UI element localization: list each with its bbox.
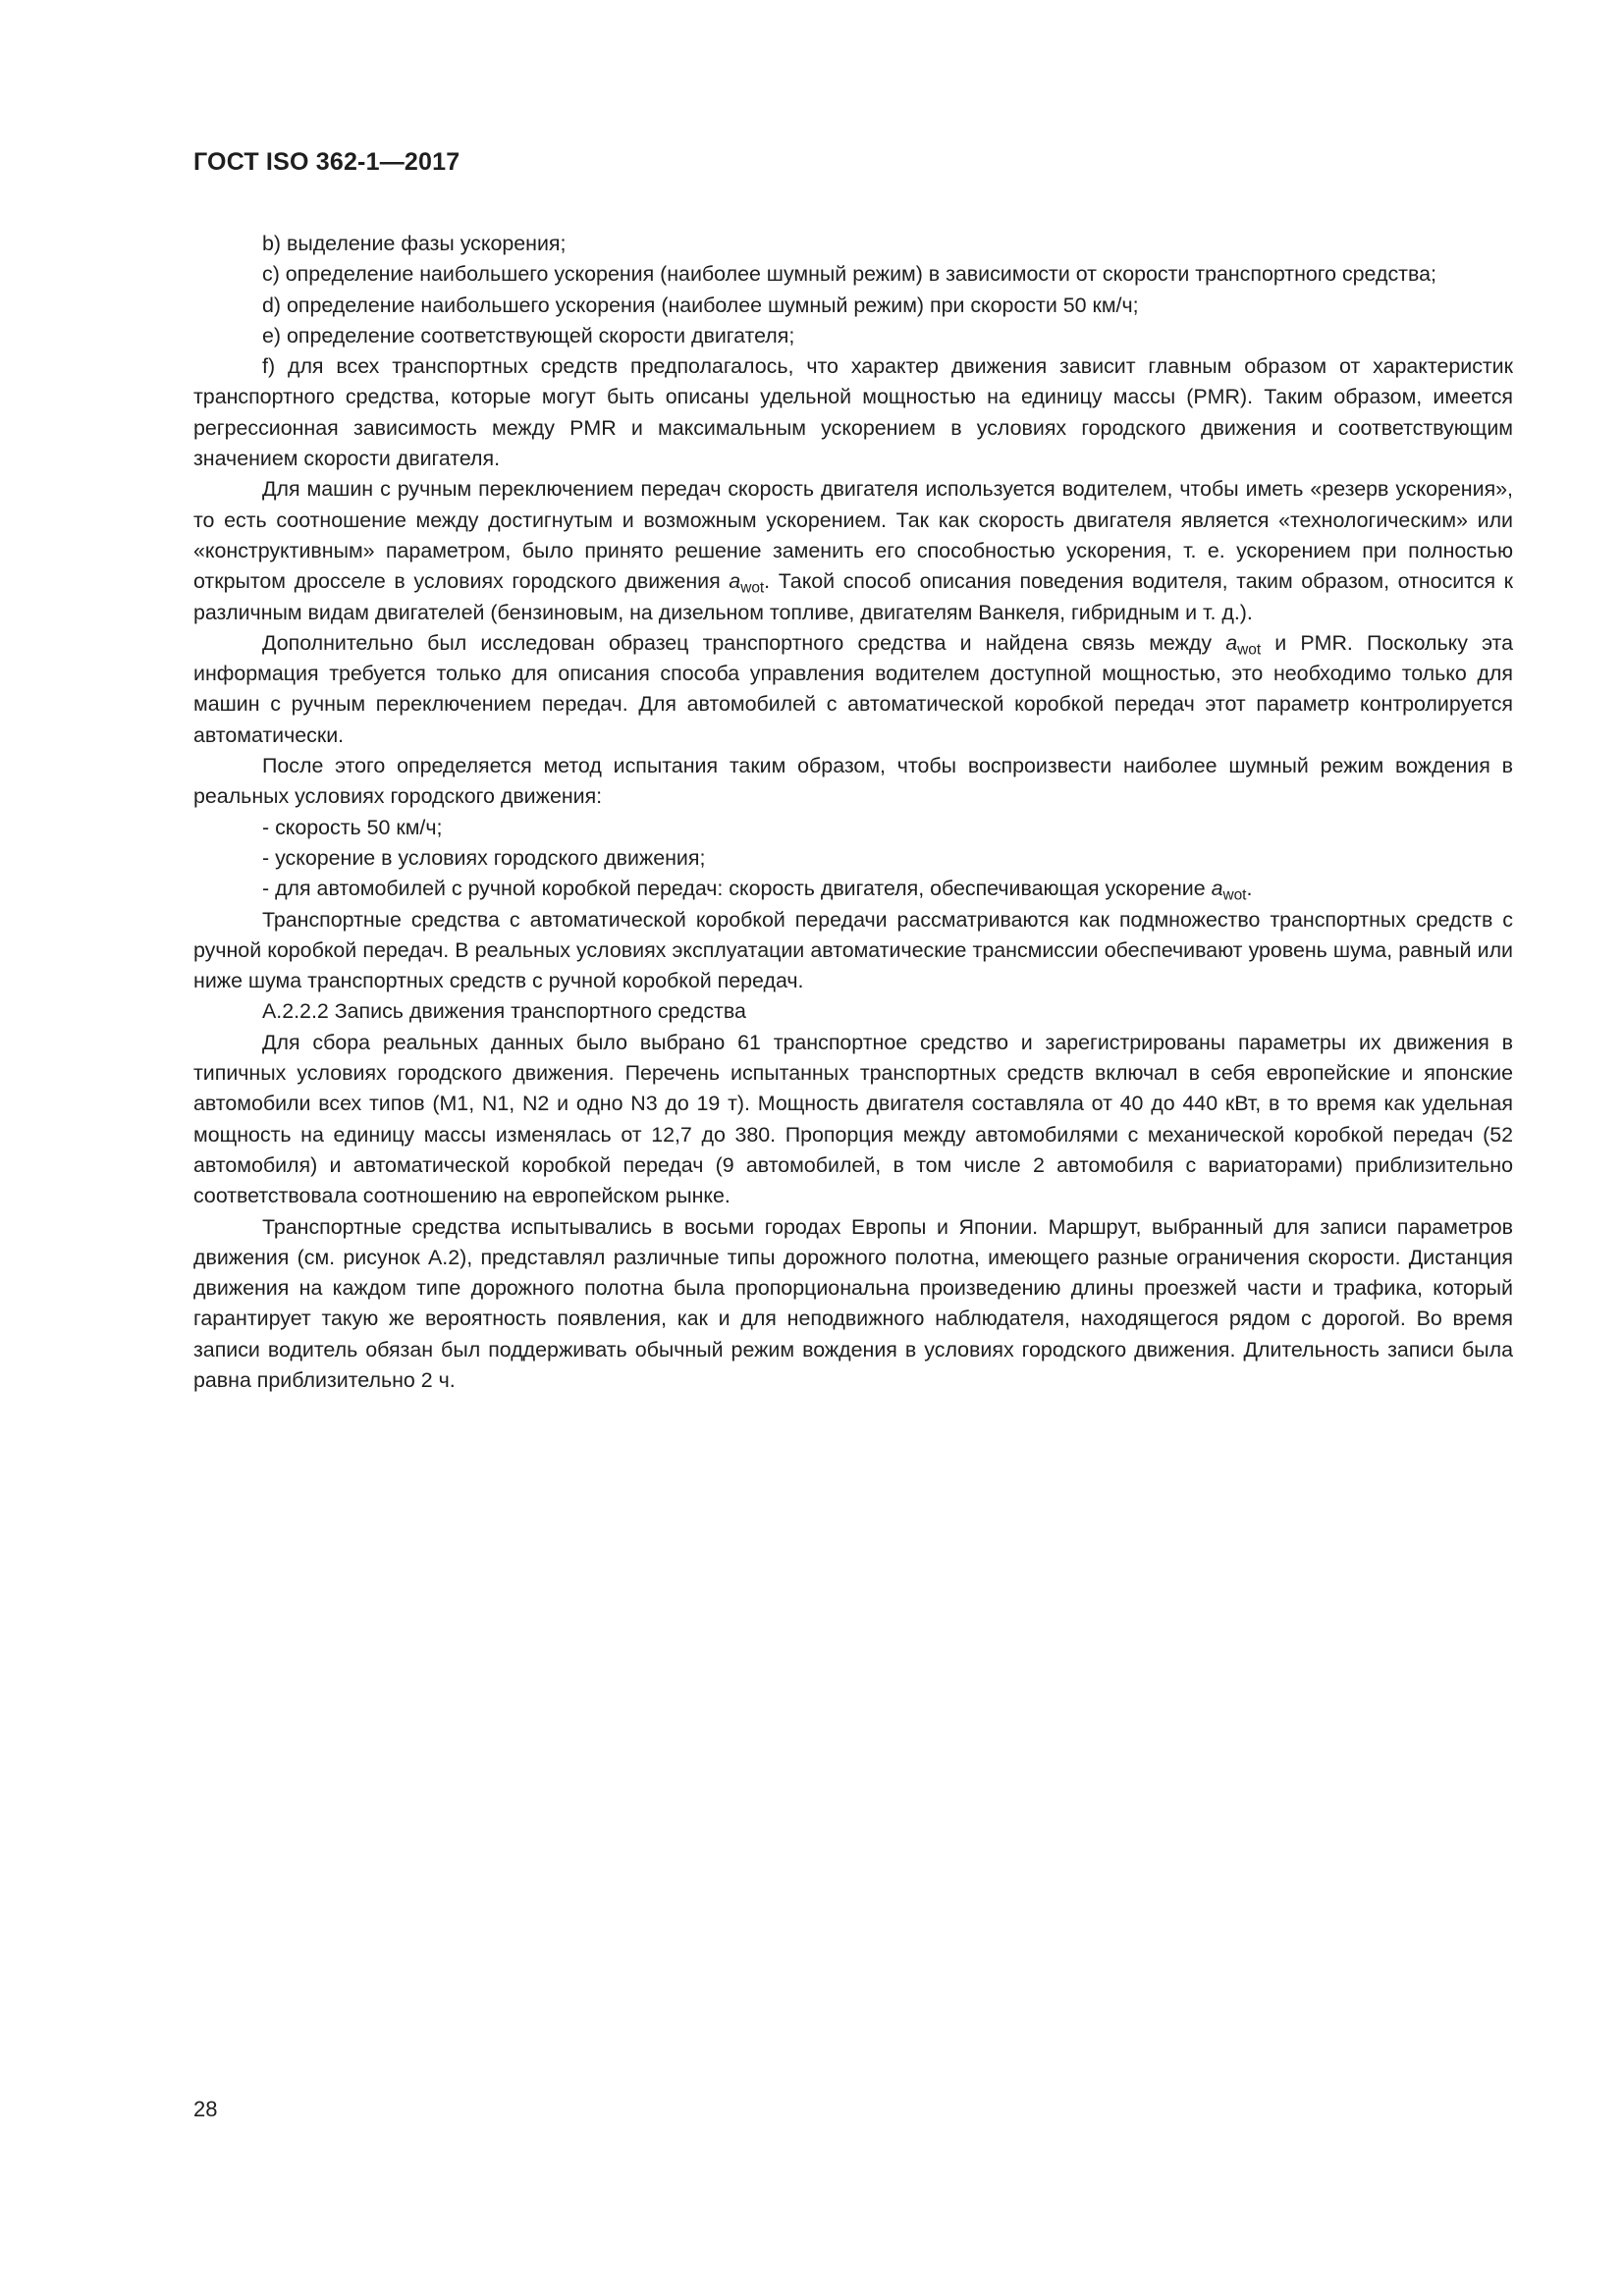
dash-item-text-after: . — [1246, 877, 1253, 901]
dash-item-acceleration: - ускорение в условиях городского движения; — [262, 845, 706, 870]
paragraph-test-method: После этого определяется метод испытания таким образом, чтобы воспроизвести наиболее шумный режим вождения в реальных условиях городского движения: — [193, 754, 1513, 809]
paragraph-text: Для машин с ручным переключением передач скорость двигателя используется водителем, чтобы иметь «резерв ускорения», то есть соотношение между достигнутым и возможным ускорением. Так как скорость двигателя является «технологическим» или «конструктивным» параметром, было принято решение заменить его способностью ускорения, т. е. ускорением при полностью открытом дросселе в условиях городского движения — [193, 477, 1513, 594]
list-item-b: b) выделение фазы ускорения; — [262, 232, 567, 255]
symbol-a: a — [1225, 630, 1238, 655]
document-header: ГОСТ ISO 362-1—2017 — [193, 148, 460, 176]
paragraph-test-cities: Транспортные средства испытывались в восьми городах Европы и Японии. Маршрут, выбранный для записи параметров движения (см. рисунок А.2), представлял различные типы дорожного полотна, имеющего разные ограничения скорости. Дистанция движения на каждом типе дорожного полотна была пропорциональна произведению длины проезжей части и трафика, который гарантирует такую же вероятность появления, как и для неподвижного наблюдателя, находящегося рядом с дорогой. Во время записи водитель обязан был поддерживать обычный режим вождения в условиях городского движения. Длительность записи была равна приблизительно 2 ч. — [193, 1214, 1513, 1392]
paragraph-automatic-gearbox: Транспортные средства с автоматической коробкой передачи рассматриваются как подмножество транспортных средств с ручной коробкой передач. В реальных условиях эксплуатации автоматические трансмиссии обеспечивают уровень шума, равный или ниже шума транспортных средств с ручной коробкой передач. — [193, 907, 1513, 993]
list-item-f: f) для всех транспортных средств предполагалось, что характер движения зависит главным образом от характеристик транспортного средства, которые могут быть описаны удельной мощностью на единицу массы (PMR). Таким образом, имеется регрессионная зависимость между PMR и максимальным ускорением в условиях городского движения и соответствующим значением скорости двигателя. — [193, 354, 1513, 471]
paragraph-text-after: и PMR. Поскольку эта информация требуется только для описания способа управления водителем доступной мощностью, это необходимо только для машин с ручным переключением передач. Для автомобилей с автоматической коробкой передач этот параметр контролируется автоматически. — [193, 630, 1513, 747]
symbol-subscript: wot — [1222, 886, 1247, 904]
list-item-c: c) определение наибольшего ускорения (наиболее шумный режим) в зависимости от скорости транспортного средства; — [262, 262, 1436, 287]
paragraph-data-collection: Для сбора реальных данных было выбрано 61 транспортное средство и зарегистрированы параметры их движения в типичных условиях городского движения. Перечень испытанных транспортных средств включал в себя европейские и японские автомобили всех типов (M1, N1, N2 и одно N3 до 19 т). Мощность двигателя составляла от 40 до 440 кВт, в то время как удельная мощность на единицу массы изменялась от 12,7 до 380. Пропорция между автомобилями с механической коробкой передач (52 автомобиля) и автоматической коробкой передач (9 автомобилей, в том числе 2 автомобиля с вариаторами) приблизительно соответствовала соотношению на европейском рынке. — [193, 1030, 1513, 1208]
paragraph-additional-study — [193, 628, 1513, 751]
symbol-a: a — [729, 569, 741, 594]
dash-item-text: - для автомобилей с ручной коробкой передач: скорость двигателя, обеспечивающая ускорение — [262, 877, 1212, 901]
symbol-a: a — [1211, 877, 1223, 901]
paragraph-text: Дополнительно был исследован образец транспортного средства и найдена связь между — [262, 630, 1226, 655]
section-heading: А.2.2.2 Запись движения транспортного средства — [262, 999, 746, 1024]
dash-item-manual — [193, 874, 1513, 904]
symbol-subscript: wot — [1237, 641, 1262, 659]
dash-item-speed: - скорость 50 км/ч; — [262, 815, 443, 839]
list-item-e: e) определение соответствующей скорости двигателя; — [262, 323, 795, 347]
paragraph-manual-gearbox — [193, 474, 1513, 627]
list-item-d: d) определение наибольшего ускорения (наиболее шумный режим) при скорости 50 км/ч; — [262, 293, 1139, 317]
paragraph-text-after: . Такой способ описания поведения водителя, таким образом, относится к различным видам двигателей (бензиновым, на дизельном топливе, двигателям Ванкеля, гибридным и т. д.). — [193, 569, 1513, 624]
symbol-subscript: wot — [740, 579, 765, 597]
page-number: 28 — [193, 2097, 218, 2121]
document-body — [193, 229, 1513, 1396]
